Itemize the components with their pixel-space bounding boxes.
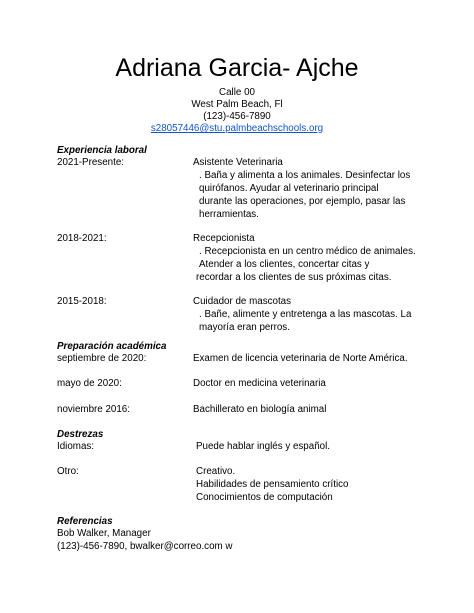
experience-desc-1a: . Baña y alimenta a los animales. Desinfectar los [199,170,411,181]
experience-desc-2a: . Recepcionista en un centro médico de animales. [199,246,416,257]
city-line: West Palm Beach, Fl [191,99,283,110]
candidate-name: Adriana Garcia- Ajche [115,54,359,82]
education-heading: Preparación académica [57,341,167,352]
languages-value: Puede hablar inglés y español. [196,441,330,452]
experience-title-3: Cuidador de mascotas [193,296,292,307]
experience-desc-3a: . Bañe, alimente y entretenga a las mascotas. La [199,309,412,320]
other-skill-1: Creativo. [196,466,236,477]
education-date-2: mayo de 2020: [57,378,122,389]
experience-title-1: Asistente Veterinaria [193,157,283,168]
references-heading: Referencias [57,516,113,527]
experience-desc-1d: herramientas. [199,209,259,220]
experience-desc-1b: quirófanos. Ayudar al veterinario principal [199,183,379,194]
experience-heading: Experiencia laboral [57,145,147,156]
languages-label: Idiomas: [57,441,95,452]
other-skill-2: Habilidades de pensamiento crítico [196,479,349,490]
experience-dates-3: 2015-2018: [57,296,107,307]
education-date-1: septiembre de 2020: [57,353,147,364]
experience-desc-1c: durante las operaciones, por ejemplo, pasar las [199,196,406,207]
email-row [0,123,474,135]
skills-heading: Destrezas [57,429,104,440]
reference-person: Bob Walker, Manager [57,528,151,539]
experience-dates-2: 2018-2021: [57,233,107,244]
experience-desc-3b: mayoría eran perros. [199,322,290,333]
email-link[interactable]: s28057446@stu.palmbeachschools.org [150,123,324,134]
reference-contact: (123)-456-7890, bwalker@correo.com w [57,541,233,552]
experience-desc-2b: Atender a los clientes, concertar citas y [199,259,370,270]
education-detail-2: Doctor en medicina veterinaria [193,378,326,389]
education-date-3: noviembre 2016: [57,404,130,415]
experience-dates-1: 2021-Presente: [57,157,124,168]
education-detail-1: Examen de licencia veterinaria de Norte América. [193,353,408,364]
experience-desc-2c: recordar a los clientes de sus próximas citas. [196,272,392,283]
other-skill-3: Conocimientos de computación [196,492,333,503]
address-line: Calle 00 [219,87,255,98]
other-skills-label: Otro: [57,466,79,477]
experience-title-2: Recepcionista [193,233,255,244]
education-detail-3: Bachillerato en biología animal [193,404,327,415]
phone-line: (123)-456-7890 [203,111,271,122]
